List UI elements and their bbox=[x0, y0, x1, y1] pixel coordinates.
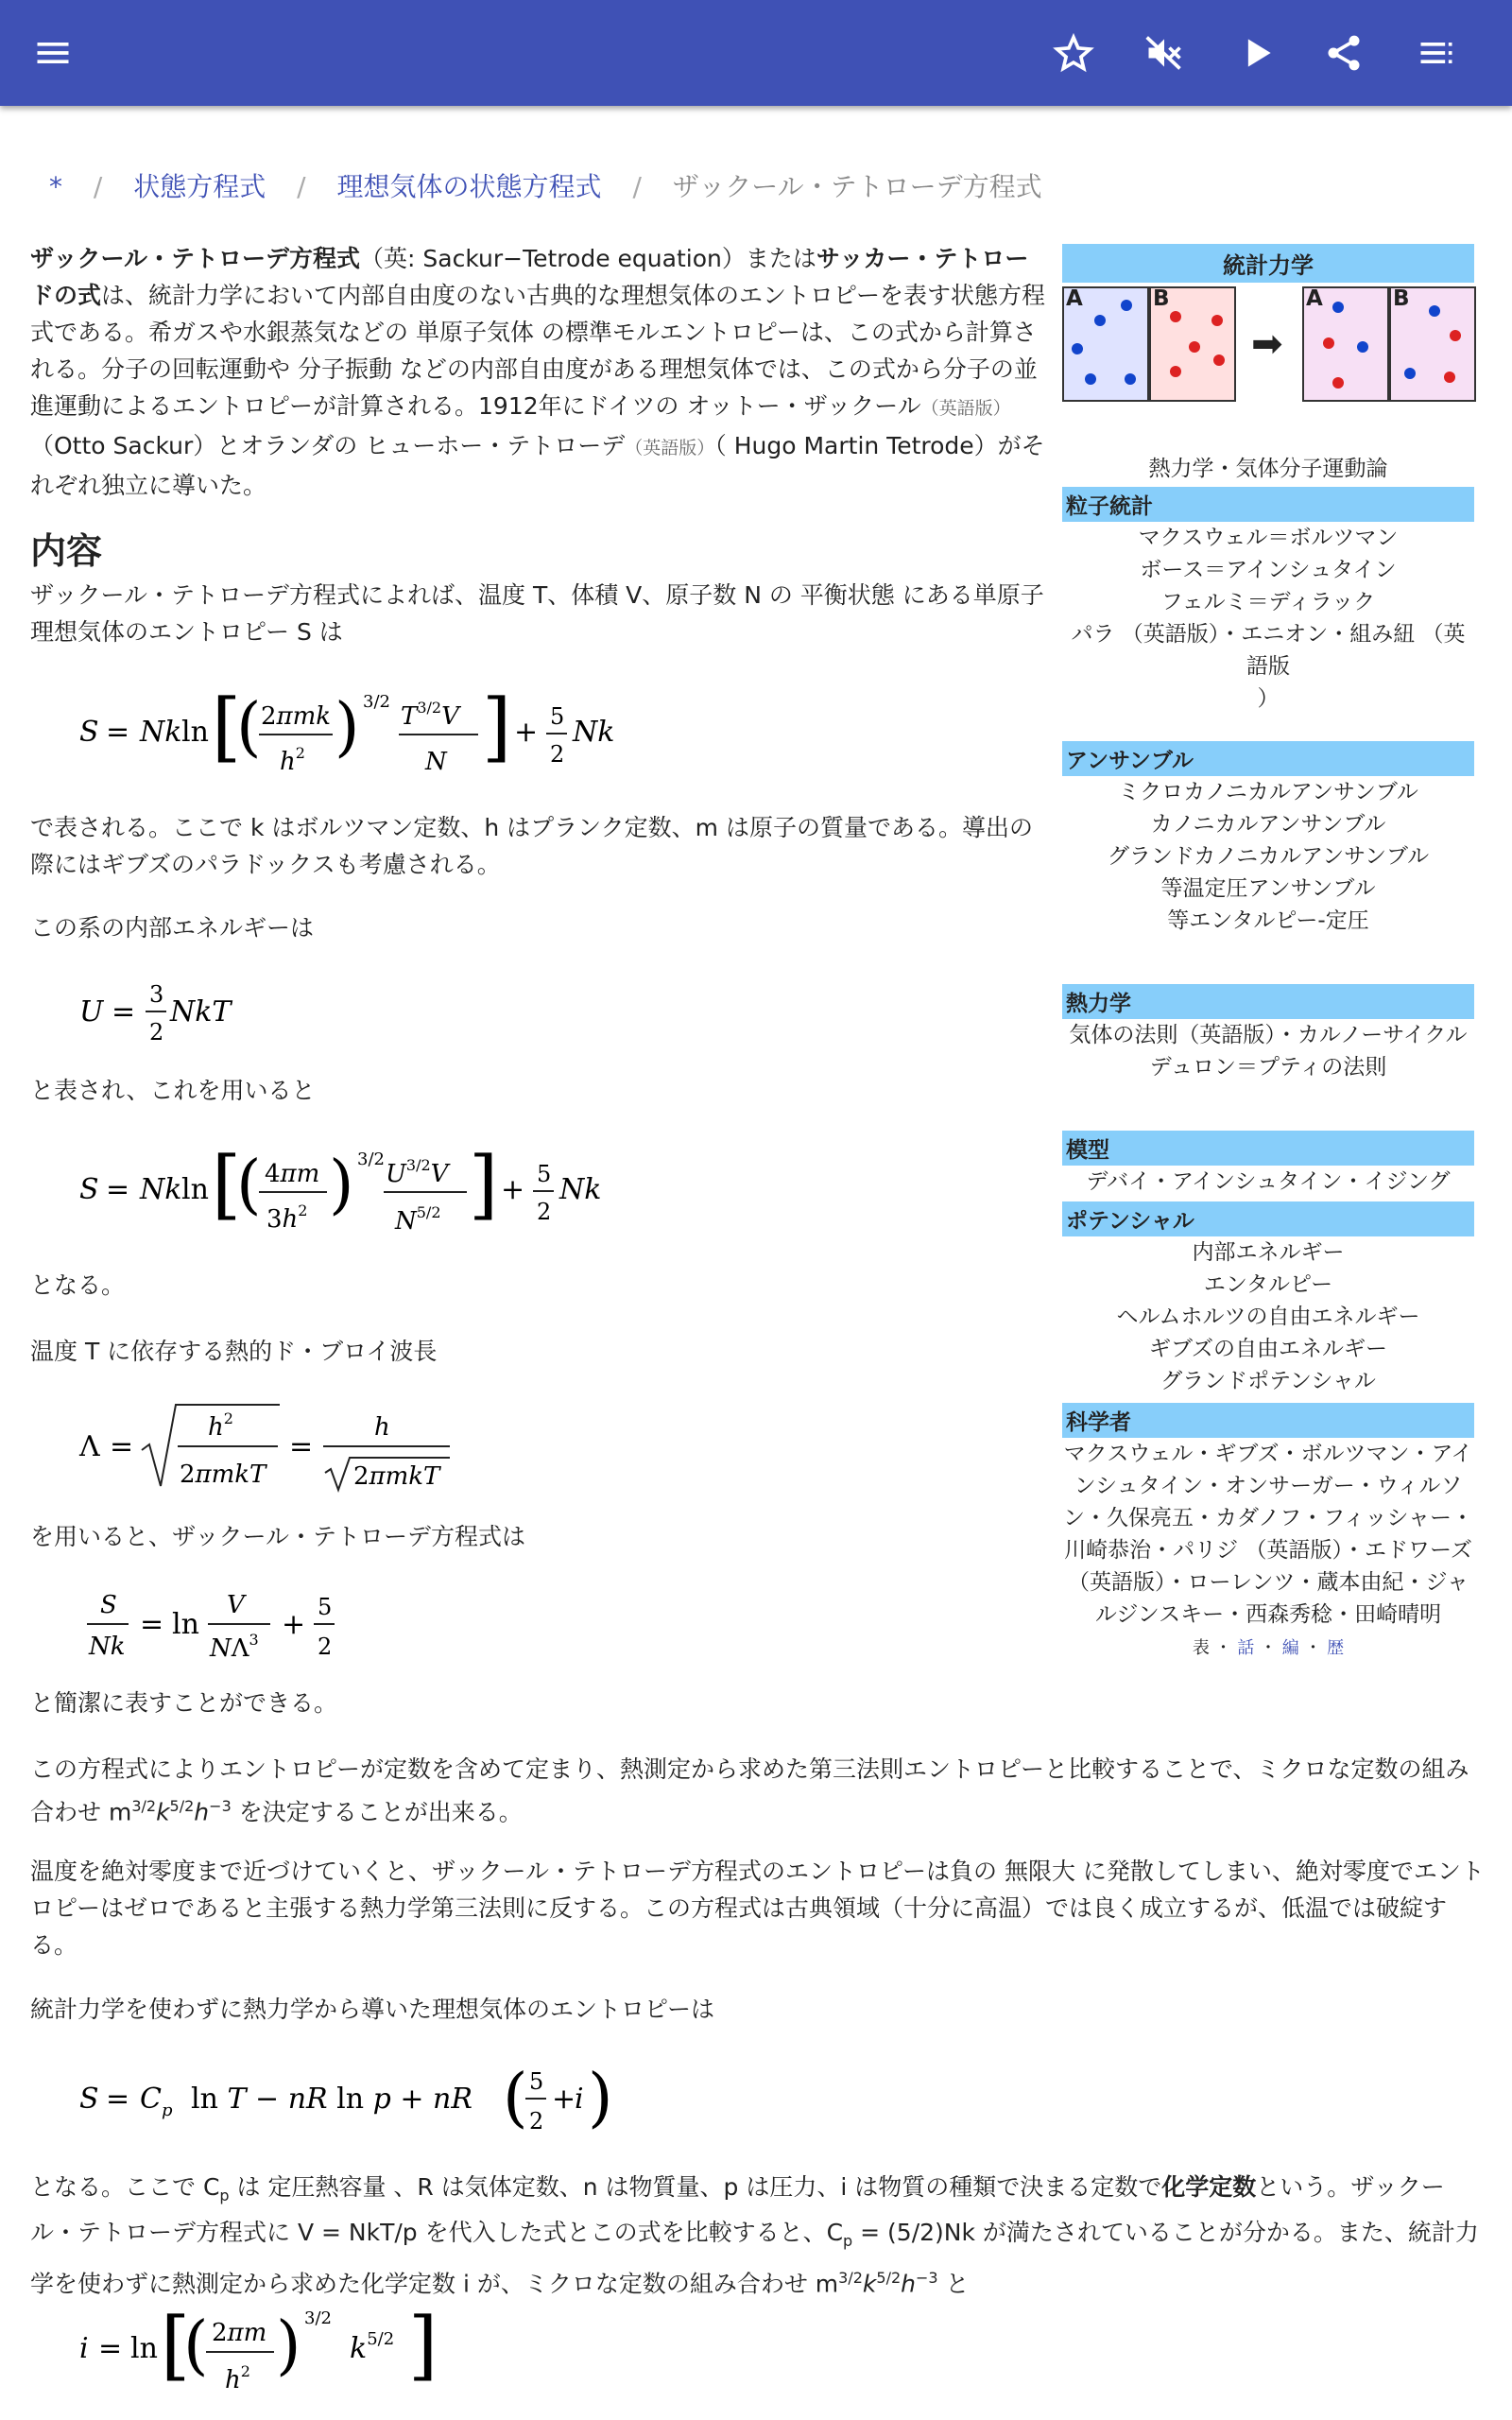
particle bbox=[1450, 330, 1461, 341]
svg-text:[: [ bbox=[212, 1140, 242, 1228]
nav-talk[interactable]: 話 bbox=[1237, 1638, 1255, 1658]
infobox bbox=[1062, 244, 1474, 1659]
particle bbox=[1125, 373, 1136, 385]
bold-term: 化学定数 bbox=[1161, 2173, 1257, 2201]
infobox-link-row[interactable]: ボース＝アインシュタイン bbox=[1140, 558, 1397, 582]
breadcrumb-item[interactable]: 理想気体の状態方程式 bbox=[336, 171, 602, 202]
svg-text:N5/2: $N^{5/2}$ bbox=[395, 1203, 441, 1236]
particle bbox=[1121, 300, 1132, 311]
box-b-mixed bbox=[1389, 286, 1476, 402]
infobox-link-row[interactable]: 等エンタルピー-定圧 bbox=[1167, 908, 1369, 933]
equation-compact bbox=[79, 1577, 363, 1679]
svg-text:ln: ln bbox=[130, 2332, 158, 2365]
exponent: 3/2 bbox=[131, 1797, 157, 1815]
particle bbox=[1211, 315, 1223, 326]
exponent: −3 bbox=[916, 2269, 938, 2287]
intro-text: （ Hugo Martin Tetrode）がそれぞれ独立に導いた。 bbox=[30, 432, 1045, 499]
paragraph bbox=[30, 2169, 1486, 2302]
section-heading: 内容 bbox=[30, 530, 103, 572]
infobox-link-row[interactable]: ギブズの自由エネルギー bbox=[1148, 1337, 1388, 1361]
svg-text:=: = bbox=[289, 1430, 314, 1463]
infobox-link-row[interactable]: グランドポテンシャル bbox=[1160, 1369, 1376, 1393]
svg-text:): ) bbox=[588, 2061, 613, 2135]
svg-text:5: 5 bbox=[537, 1161, 552, 1187]
svg-text:2: 2 bbox=[318, 1634, 333, 1660]
svg-text:+: + bbox=[282, 1608, 306, 1641]
svg-text:h2: $h^2$ bbox=[280, 744, 305, 776]
svg-text:+: + bbox=[552, 2083, 576, 2116]
mute-icon[interactable] bbox=[1136, 25, 1193, 81]
infobox-section bbox=[1062, 984, 1474, 1083]
infobox-link-row[interactable]: グランドカノニカルアンサンブル bbox=[1107, 844, 1430, 869]
equation-entropy bbox=[79, 683, 665, 785]
svg-text:S: S bbox=[79, 716, 99, 749]
equation-thermal-wavelength bbox=[79, 1395, 476, 1507]
infobox-link-row[interactable]: ヘルムホルツの自由エネルギー bbox=[1116, 1305, 1420, 1329]
svg-text:(: ( bbox=[236, 690, 262, 765]
box-label: B bbox=[1393, 286, 1410, 311]
infobox-link-row[interactable]: 川崎恭治・パリジ （英語版）・エドワーズ bbox=[1064, 1538, 1472, 1563]
svg-text:+: + bbox=[501, 1173, 525, 1206]
particle bbox=[1332, 377, 1344, 389]
svg-text:2: 2 bbox=[550, 741, 565, 768]
paragraph: で表される。ここで k はボルツマン定数、h はプランク定数、m は原子の質量である。導出の際にはギブズのパラドックスも考慮される。 bbox=[30, 814, 1033, 878]
intro-bold-title: ザックール・テトローデ方程式 bbox=[30, 245, 361, 272]
breadcrumb bbox=[49, 166, 1042, 204]
svg-text:U3/2V: $U^{3/2}V$ bbox=[386, 1156, 449, 1188]
svg-text:3h2: $3h^2$ bbox=[266, 1201, 308, 1234]
svg-text:): ) bbox=[329, 1148, 354, 1222]
math-var: k bbox=[156, 1798, 170, 1826]
svg-text:h2: $h^2$ bbox=[208, 1409, 233, 1442]
box-b bbox=[1149, 286, 1236, 402]
nav-view[interactable]: 表 bbox=[1192, 1638, 1210, 1658]
arrow-icon: ➡ bbox=[1251, 322, 1283, 366]
infobox-link-row[interactable]: 等温定圧アンサンブル bbox=[1160, 876, 1376, 901]
breadcrumb-separator: / bbox=[93, 171, 103, 202]
subscript: p bbox=[219, 2187, 230, 2204]
exponent: −3 bbox=[209, 1797, 232, 1815]
svg-text:(: ( bbox=[183, 2308, 209, 2383]
particle bbox=[1213, 354, 1225, 366]
infobox-title[interactable]: 統計力学 bbox=[1062, 244, 1474, 283]
list-icon[interactable] bbox=[1408, 25, 1465, 81]
infobox-link-row[interactable]: ンシュタイン・オンサーガー・ウィルソ bbox=[1074, 1474, 1463, 1498]
paragraph: 温度を絶対零度まで近づけていくと、ザックール・テトローデ方程式のエントロピーは負の 無限大 に発散してしまい、絶対零度でエントロピーはゼロであると主張する熱力学第三法則に反する。この方程式は古典領域（十分に高温）では良く成立するが、低温では破綻する。 bbox=[30, 1858, 1485, 1959]
svg-text:3/2: 3/2 bbox=[357, 1150, 385, 1169]
svg-text:]: ] bbox=[469, 1140, 499, 1228]
svg-text:S: S bbox=[79, 2083, 99, 2116]
infobox-section bbox=[1062, 1201, 1474, 1397]
box-label: A bbox=[1306, 286, 1323, 311]
svg-text:Nk: Nk bbox=[573, 716, 615, 749]
menu-icon[interactable] bbox=[25, 25, 81, 81]
share-icon[interactable] bbox=[1315, 25, 1372, 81]
svg-text:Nk: Nk bbox=[89, 1633, 126, 1661]
paragraph: 統計力学を使わずに熱力学から導いた理想気体のエントロピーは bbox=[30, 1996, 715, 2023]
svg-text:=: = bbox=[112, 995, 136, 1028]
svg-text:ln: ln bbox=[181, 1173, 209, 1206]
svg-text:2πm: 2πm bbox=[212, 2319, 267, 2347]
svg-text:ln: ln bbox=[181, 716, 209, 749]
english-link[interactable]: （英語版） bbox=[625, 438, 715, 458]
particle bbox=[1444, 372, 1455, 383]
breadcrumb-separator: / bbox=[297, 171, 306, 202]
svg-text:[: [ bbox=[212, 683, 242, 770]
particle bbox=[1170, 366, 1181, 377]
svg-text:): ) bbox=[276, 2308, 301, 2383]
svg-text:=: = bbox=[98, 2332, 123, 2365]
svg-text:(: ( bbox=[503, 2061, 528, 2135]
svg-text:]: ] bbox=[482, 683, 512, 770]
infobox-section-header[interactable]: 科学者 bbox=[1062, 1403, 1474, 1438]
infobox-link-row[interactable]: ルジンスキー・西森秀稔・田崎晴明 bbox=[1094, 1602, 1442, 1627]
equation-entropy-energy bbox=[79, 1140, 665, 1252]
paragraph-text: = (5/2)Nk が満たされていることが分かる。また、統計力学を使わずに熱測定から求めた化学定数 i が、ミクロな定数の組み合わせ m bbox=[30, 2219, 1479, 2298]
infobox-section bbox=[1062, 1403, 1474, 1631]
svg-text:2: 2 bbox=[537, 1199, 552, 1225]
exponent: 3/2 bbox=[838, 2269, 863, 2287]
svg-text:]: ] bbox=[408, 2301, 438, 2389]
box-label: B bbox=[1153, 286, 1170, 311]
math-var: k bbox=[862, 2270, 877, 2298]
svg-text:ln T − nR ln p + nR: ln T − nR ln p + nR bbox=[191, 2083, 472, 2116]
svg-text:NkT: NkT bbox=[170, 995, 232, 1028]
svg-text:5: 5 bbox=[550, 703, 565, 730]
particle bbox=[1085, 373, 1096, 385]
svg-text:5: 5 bbox=[318, 1594, 333, 1620]
infobox-link-row[interactable]: ） bbox=[1257, 686, 1280, 711]
paragraph bbox=[30, 1751, 1486, 1830]
paragraph: を用いると、ザックール・テトローデ方程式は bbox=[30, 1523, 526, 1550]
svg-text:i: i bbox=[575, 2083, 584, 2116]
math-var: h bbox=[194, 1798, 210, 1826]
svg-text:(: ( bbox=[236, 1148, 262, 1222]
math-var: h bbox=[901, 2270, 916, 2298]
svg-text:S: S bbox=[79, 1173, 99, 1206]
paragraph-text: を決定することが出来る。 bbox=[238, 1798, 523, 1826]
svg-text:Λ: Λ bbox=[79, 1430, 100, 1463]
infobox-section bbox=[1062, 1131, 1474, 1198]
svg-text:NΛ3: $N\Lambda^3$ bbox=[210, 1631, 259, 1663]
nav-edit[interactable]: 編 bbox=[1281, 1638, 1299, 1658]
infobox-section-header[interactable]: ポテンシャル bbox=[1062, 1201, 1474, 1236]
breadcrumb-separator: / bbox=[632, 171, 642, 202]
intro-text: （英: Sackur−Tetrode equation）または bbox=[360, 245, 816, 272]
equation-thermo-entropy bbox=[79, 2051, 613, 2153]
svg-text:h2: $h^2$ bbox=[225, 2362, 250, 2394]
particle bbox=[1170, 311, 1181, 322]
svg-text:=: = bbox=[140, 1608, 164, 1641]
svg-text:i: i bbox=[79, 2332, 89, 2365]
svg-text:=: = bbox=[106, 2083, 130, 2116]
paragraph: と表され、これを用いると bbox=[30, 1077, 316, 1104]
infobox-link-row[interactable]: ミクロカノニカルアンサンブル bbox=[1118, 780, 1418, 804]
intro-text: は、統計力学において内部自由度のない古典的な理想気体のエントロピーを表す状態方程式である。希ガスや水銀蒸気などの 単原子気体 の標準モルエントロピーは、この式から計算される。分子の回転運動や 分子振動 などの内部自由度がある理想気体では、この式から分子の並進運動によるエントロピーが計算される。1912年にドイツの オットー・ザックール bbox=[30, 282, 1046, 420]
infobox-link-row[interactable]: 気体の法則（英語版）・カルノーサイクル bbox=[1069, 1023, 1468, 1047]
svg-text:T3/2V: $T^{3/2}V$ bbox=[401, 699, 459, 731]
svg-text:2: 2 bbox=[529, 2108, 544, 2135]
svg-text:k5/2: $k^{5/2}$ bbox=[350, 2329, 395, 2365]
subscript: p bbox=[843, 2232, 853, 2250]
infobox-link-row[interactable]: （英語版）・ローレンツ・蔵本由紀・ジャ bbox=[1067, 1570, 1469, 1595]
paragraph-text: は 定圧熱容量 、R は気体定数、n は物質量、p は圧力、i は物質の種類で決まる定数で bbox=[229, 2173, 1162, 2201]
paragraph: となる。 bbox=[30, 1271, 126, 1299]
particle bbox=[1323, 337, 1334, 349]
svg-text:Nk: Nk bbox=[140, 1173, 182, 1206]
breadcrumb-current: ザックール・テトローデ方程式 bbox=[672, 171, 1042, 202]
box-label: A bbox=[1066, 286, 1083, 311]
infobox-link-row[interactable]: カノニカルアンサンブル bbox=[1150, 812, 1386, 837]
intro-text: （Otto Sackur）とオランダの ヒューホー・テトローデ bbox=[30, 432, 626, 459]
svg-text:2πmkT: 2πmkT bbox=[353, 1462, 440, 1491]
infobox-link-row[interactable]: デュロン＝プティの法則 bbox=[1149, 1055, 1387, 1080]
particle bbox=[1429, 305, 1440, 317]
play-icon[interactable] bbox=[1228, 25, 1285, 81]
paragraph-text: と bbox=[937, 2270, 970, 2298]
exponent: 5/2 bbox=[169, 1797, 195, 1815]
infobox-section bbox=[1062, 487, 1474, 715]
breadcrumb-item[interactable]: 状態方程式 bbox=[133, 171, 266, 202]
svg-text:2πmkT: 2πmkT bbox=[180, 1461, 266, 1489]
infobox-link-row[interactable]: デバイ・アインシュタイン・イジング bbox=[1086, 1169, 1451, 1194]
particle bbox=[1404, 368, 1416, 379]
svg-text:V: V bbox=[227, 1591, 245, 1619]
infobox-link-row[interactable]: マクスウェル＝ボルツマン bbox=[1138, 526, 1399, 550]
svg-text:3: 3 bbox=[149, 981, 164, 1008]
paragraph-text: となる。ここで C bbox=[30, 2173, 220, 2201]
particle bbox=[1357, 341, 1368, 353]
svg-text:=: = bbox=[110, 1430, 134, 1463]
infobox-section-header[interactable]: 模型 bbox=[1062, 1131, 1474, 1166]
equation-internal-energy bbox=[79, 974, 287, 1066]
box-a bbox=[1062, 286, 1149, 402]
infobox-link-row[interactable]: ン・久保亮五・カダノフ・フィッシャー・ bbox=[1062, 1506, 1473, 1530]
svg-text:3/2: 3/2 bbox=[363, 692, 390, 712]
star-icon[interactable] bbox=[1045, 25, 1102, 81]
paragraph-text: という。ザックール・テトローデ方程式に V = NkT/p を代入した式とこの式を比較すると、C bbox=[30, 2173, 1445, 2246]
svg-text:3/2: 3/2 bbox=[304, 2308, 332, 2328]
infobox-section-header[interactable]: 熱力学 bbox=[1062, 984, 1474, 1019]
particle bbox=[1189, 341, 1200, 353]
infobox-diagram bbox=[1062, 283, 1474, 424]
paragraph-text: この方程式によりエントロピーが定数を含めて定まり、熱測定から求めた第三法則エントロピーと比較することで、ミクロな定数の組み合わせ m bbox=[30, 1755, 1469, 1826]
paragraph: ザックール・テトローデ方程式によれば、温度 T、体積 V、原子数 N の 平衡状態 にある単原子理想気体のエントロピー S は bbox=[30, 581, 1044, 646]
infobox-link-row[interactable]: 内部エネルギー bbox=[1192, 1240, 1345, 1265]
infobox-link-row[interactable]: マクスウェル・ギブズ・ボルツマン・アイ bbox=[1063, 1442, 1473, 1466]
paragraph: 温度 T に依存する熱的ド・ブロイ波長 bbox=[30, 1338, 438, 1365]
app-bar bbox=[0, 0, 1512, 106]
paragraph: と簡潔に表すことができる。 bbox=[30, 1689, 338, 1717]
infobox-link-row[interactable]: パラ （英語版）・エニオン・組み紐 （英語版 bbox=[1071, 622, 1466, 679]
svg-text:2: 2 bbox=[149, 1019, 164, 1046]
infobox-nav: 表 ・ 話 ・ 編 ・ 歴 bbox=[1192, 1638, 1345, 1658]
svg-text:=: = bbox=[106, 716, 130, 749]
infobox-link-row[interactable]: フェルミ＝ディラック bbox=[1160, 590, 1376, 614]
svg-text:Cp: $C_p$ bbox=[140, 2083, 173, 2120]
svg-text:5: 5 bbox=[529, 2068, 544, 2095]
english-link[interactable]: （英語版） bbox=[920, 398, 1011, 419]
svg-text:=: = bbox=[106, 1173, 130, 1206]
svg-text:4πm: 4πm bbox=[265, 1160, 320, 1188]
intro-bold-alias: サッカー・テトロードの式 bbox=[30, 245, 1029, 309]
paragraph: この系の内部エネルギーは bbox=[30, 914, 315, 942]
breadcrumb-home[interactable]: * bbox=[49, 171, 62, 202]
particle bbox=[1332, 302, 1344, 313]
exponent: 5/2 bbox=[876, 2269, 902, 2287]
infobox-section-header[interactable]: 粒子統計 bbox=[1062, 487, 1474, 522]
nav-history[interactable]: 歴 bbox=[1327, 1638, 1345, 1658]
svg-text:N: N bbox=[425, 748, 447, 776]
particle bbox=[1094, 315, 1106, 326]
svg-text:Nk: Nk bbox=[559, 1173, 602, 1206]
infobox-sections bbox=[1062, 487, 1474, 1631]
equation-chemical-constant bbox=[79, 2299, 457, 2411]
svg-text:+: + bbox=[514, 716, 539, 749]
svg-text:Nk: Nk bbox=[140, 716, 182, 749]
svg-text:2πmk: 2πmk bbox=[261, 702, 332, 731]
svg-text:S: S bbox=[100, 1591, 117, 1619]
intro-paragraph bbox=[30, 240, 1049, 504]
infobox-section bbox=[1062, 741, 1474, 937]
infobox-section-header[interactable]: アンサンブル bbox=[1062, 741, 1474, 776]
svg-text:U: U bbox=[79, 995, 104, 1028]
svg-text:ln: ln bbox=[172, 1608, 199, 1641]
infobox-link-row[interactable]: エンタルピー bbox=[1203, 1272, 1333, 1297]
particle bbox=[1072, 343, 1083, 354]
svg-text:[: [ bbox=[161, 2301, 191, 2389]
svg-text:): ) bbox=[335, 690, 360, 765]
infobox-caption: 熱力学・気体分子運動論 bbox=[1148, 457, 1388, 481]
box-a-mixed bbox=[1302, 286, 1389, 402]
svg-text:h: h bbox=[374, 1413, 390, 1442]
